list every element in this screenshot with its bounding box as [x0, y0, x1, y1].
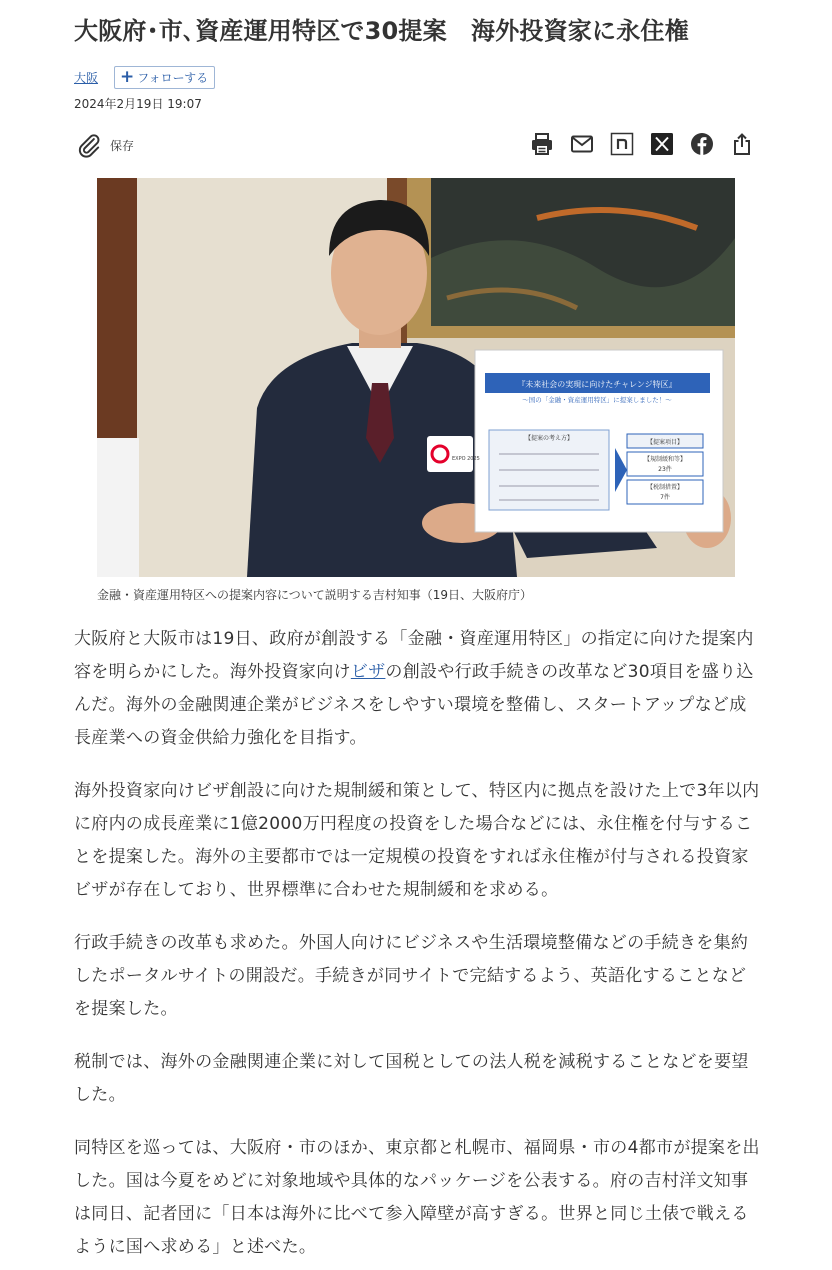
facebook-share-button[interactable] — [689, 131, 715, 157]
paragraph-2: 海外投資家向けビザ創設に向けた規制緩和策として、特区内に拠点を設けた上で3年以内に府内の成長産業に1億2000万円程度の投資をした場合などには、永住権を付与することを提案した。海外の主要都市では一定規模の投資をすれば永住権が付与される投資家ビザが存在しており、世界標準に合わせた規制緩和を求める。 — [74, 781, 760, 900]
note-button[interactable] — [609, 131, 635, 157]
board-right1-title: 【規制緩和等】 — [643, 456, 687, 463]
board-title: 『未来社会の実現に向けたチャレンジ特区』 — [517, 380, 677, 389]
photo-illustration — [97, 178, 735, 577]
topic-row — [74, 65, 215, 89]
timestamp: 2024年2月19日 19:07 — [74, 97, 202, 111]
mail-button[interactable] — [569, 131, 595, 157]
article-toolbar — [76, 128, 758, 162]
print-icon — [530, 132, 554, 156]
x-icon — [650, 132, 674, 156]
facebook-icon — [690, 132, 714, 156]
share-button[interactable] — [729, 131, 755, 157]
follow-label: フォローする — [137, 70, 209, 85]
board-right1-value: 23件 — [658, 466, 672, 473]
save-button[interactable] — [76, 132, 134, 158]
headline: 大阪府･市､資産運用特区で30提案 海外投資家に永住権 — [74, 17, 689, 45]
board-right2-value: 7件 — [660, 494, 670, 501]
board-right2-title: 【税制措置】 — [646, 484, 684, 491]
note-icon — [610, 132, 634, 156]
paragraph-5: 同特区を巡っては、大阪府・市のほか、東京都と札幌市、福岡県・市の4都市が提案を出した。国は今夏をめどに対象地域や具体的なパッケージを公表する。府の吉村洋文知事は同日、記者団に「日本は海外に比べて参入障壁が高すぎる。世界と同じ土俵で戦えるように国へ求める」と述べた。 — [74, 1138, 760, 1257]
article-photo — [97, 178, 735, 577]
paragraph-1 — [74, 623, 760, 755]
board-top-right-title: 【提案項目】 — [646, 439, 684, 446]
paragraph-4: 税制では、海外の金融関連企業に対して国税としての法人税を減税することなどを要望した。 — [74, 1052, 749, 1105]
paragraph-3: 行政手続きの改革も求めた。外国人向けにビジネスや生活環境整備などの手続きを集約したポータルサイトの開設だ。手続きが同サイトで完結するよう、英語化することなどを提案した。 — [74, 933, 749, 1019]
board-subtitle: ～国の「金融・資産運用特区」に提案しました！～ — [522, 396, 672, 404]
follow-button[interactable] — [114, 66, 215, 89]
paragraph-1-text-b: の創設や行政手続きの改革など30項目を盛り込んだ。海外の金融関連企業がビジネスをしやすい環境を整備し、スタートアップなど成長産業への資金供給力強化を目指す。 — [74, 662, 754, 748]
expo-badge-text: EXPO 2025 — [452, 456, 480, 462]
paperclip-icon — [76, 132, 102, 158]
topic-link[interactable]: 大阪 — [74, 70, 99, 85]
board-left-title: 【提案の考え方】 — [524, 435, 574, 442]
photo-caption: 金融・資産運用特区への提案内容について説明する吉村知事（19日、大阪府庁） — [97, 588, 533, 602]
article-body — [74, 623, 760, 1270]
visa-link[interactable]: ビザ — [350, 662, 386, 682]
paragraph-1-text-a: 大阪府と大阪市は19日、政府が創設する「金融・資産運用特区」の指定に向けた提案内容を明らかにした。海外投資家向け — [74, 629, 754, 682]
x-share-button[interactable] — [649, 131, 675, 157]
plus-icon: + — [120, 66, 135, 87]
save-label: 保存 — [110, 138, 135, 153]
share-icon — [730, 132, 754, 156]
print-button[interactable] — [529, 131, 555, 157]
mail-icon — [570, 132, 594, 156]
